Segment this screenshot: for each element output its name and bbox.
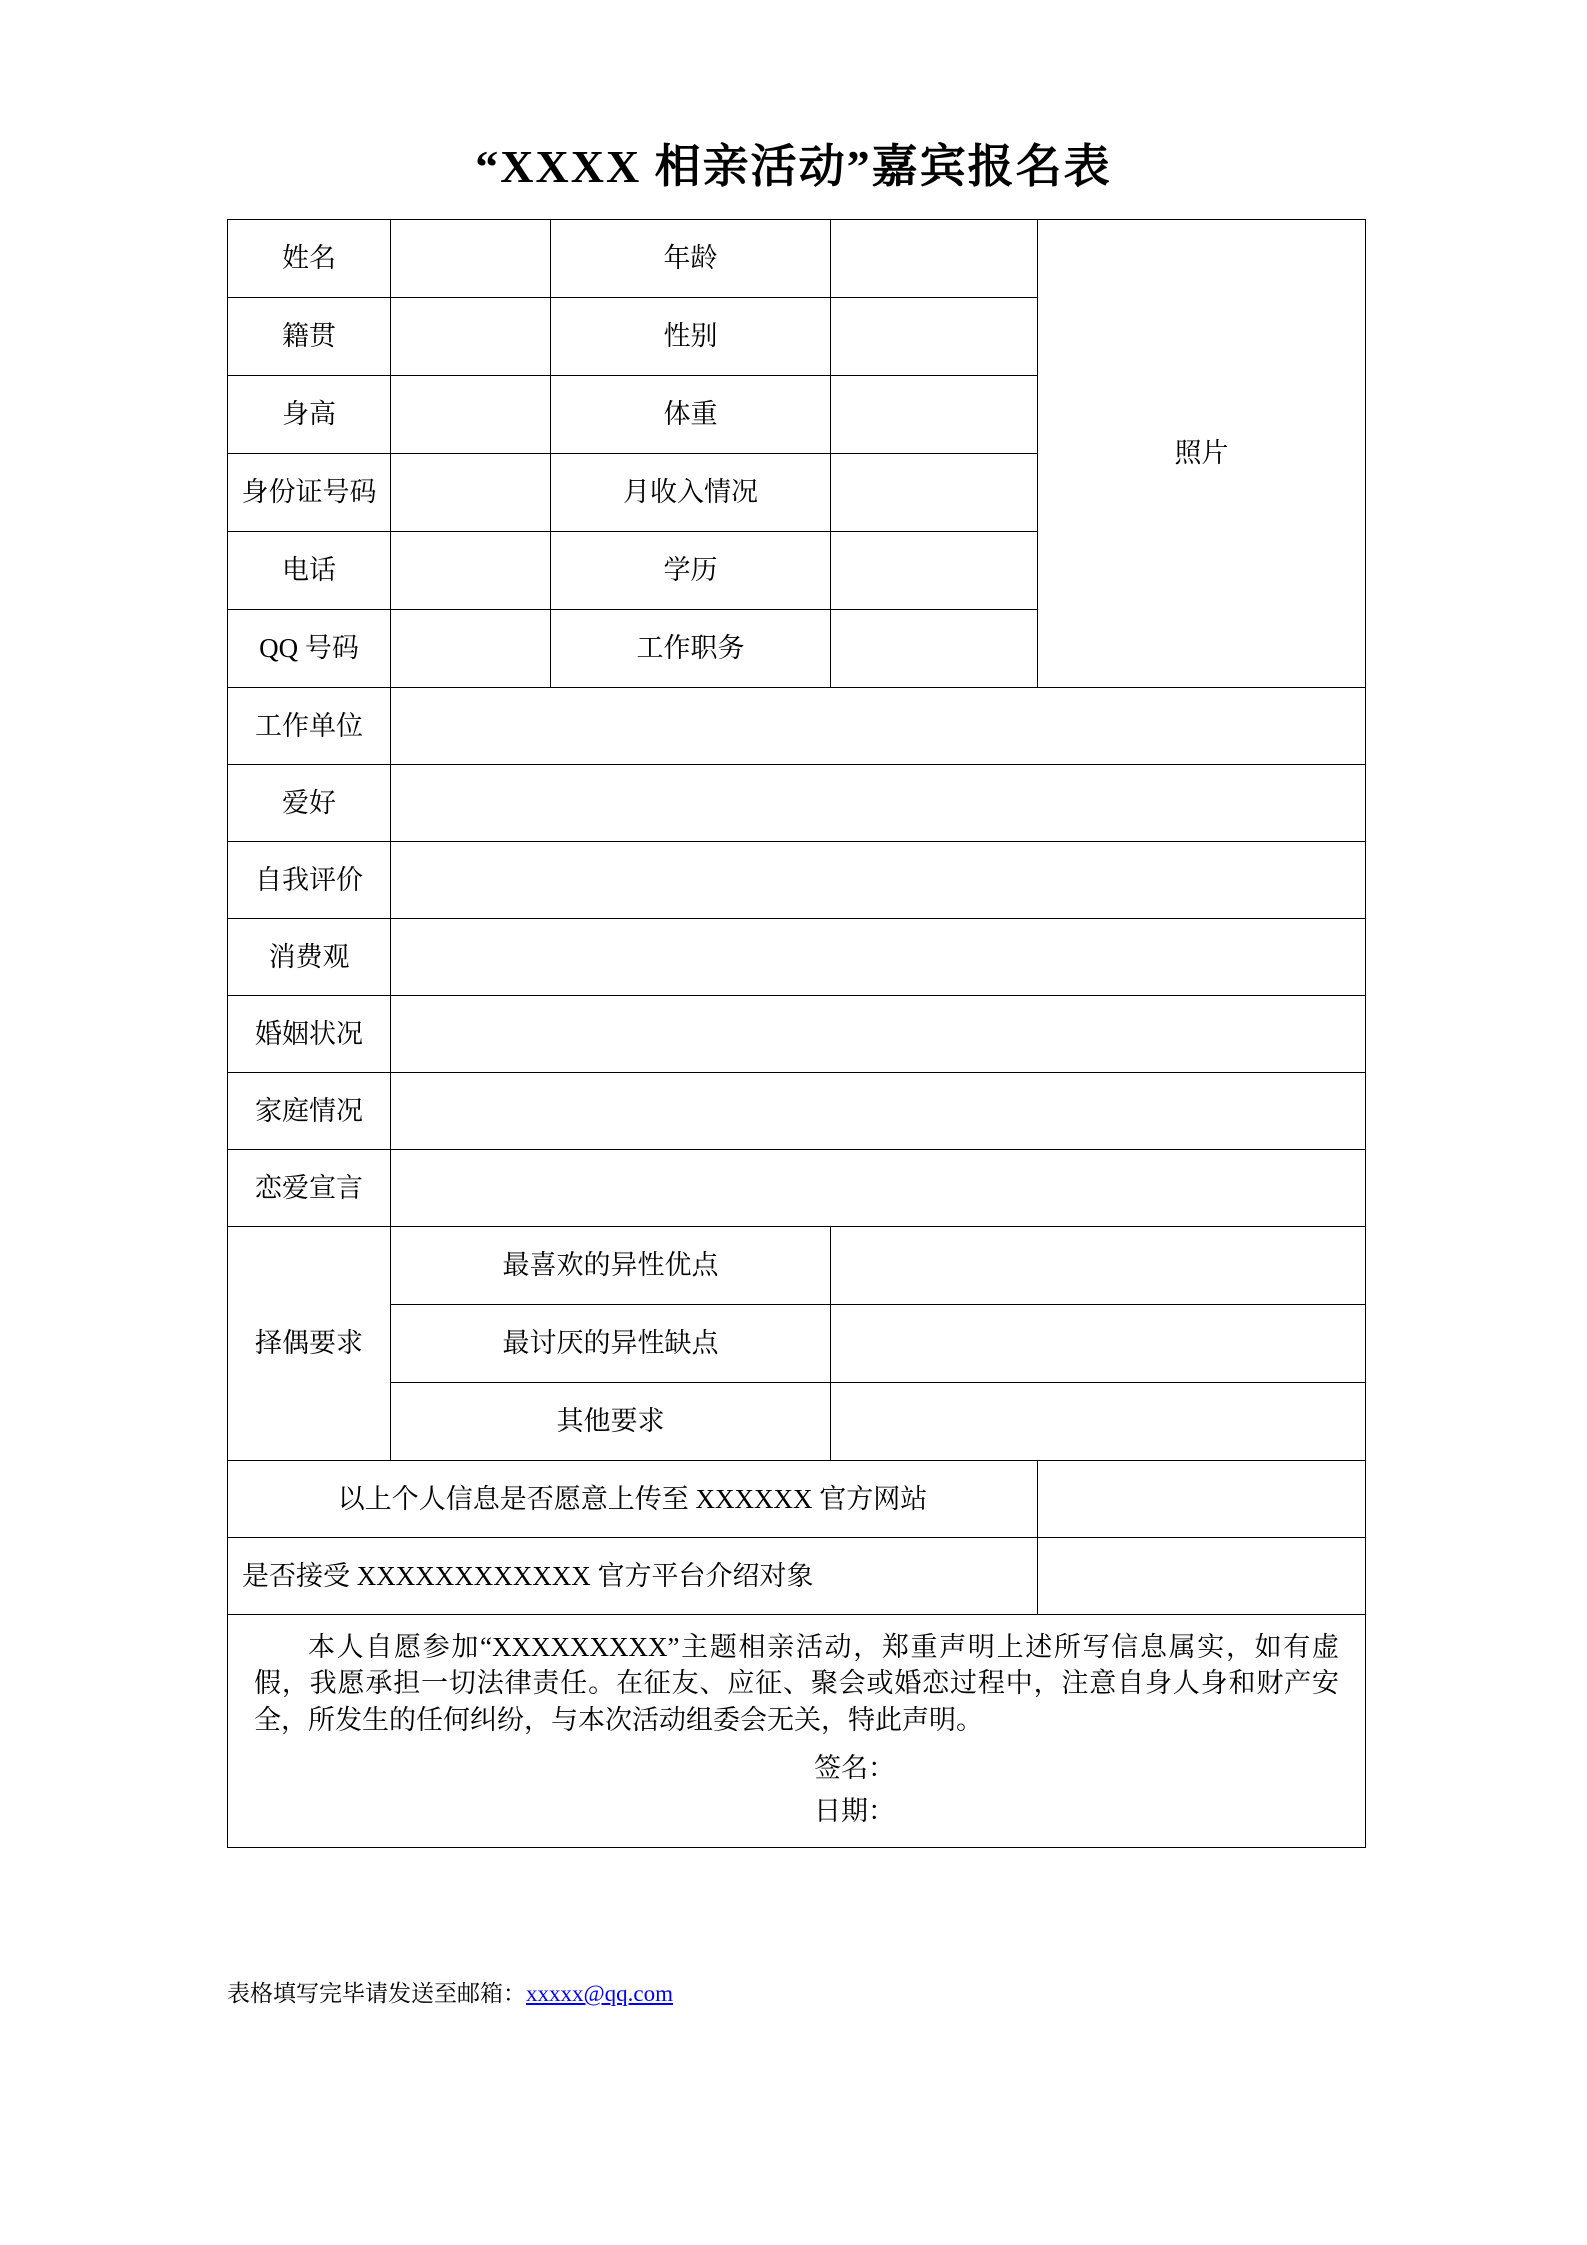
field-value-monthly-income[interactable] bbox=[831, 454, 1038, 532]
field-label-mate-requirements: 择偶要求 bbox=[228, 1227, 391, 1461]
field-label-favorite-trait: 最喜欢的异性优点 bbox=[391, 1227, 831, 1305]
table-row bbox=[228, 842, 1366, 919]
field-value-self-evaluation[interactable] bbox=[391, 842, 1366, 919]
field-value-age[interactable] bbox=[831, 220, 1038, 298]
declaration-cell bbox=[228, 1615, 1366, 1848]
field-value-marital-status[interactable] bbox=[391, 996, 1366, 1073]
field-value-id-number[interactable] bbox=[391, 454, 551, 532]
field-label-job-position: 工作职务 bbox=[551, 610, 831, 688]
field-label-love-declaration: 恋爱宣言 bbox=[228, 1150, 391, 1227]
field-label-name: 姓名 bbox=[228, 220, 391, 298]
field-value-spending-view[interactable] bbox=[391, 919, 1366, 996]
field-label-other-requirements: 其他要求 bbox=[391, 1383, 831, 1461]
field-value-weight[interactable] bbox=[831, 376, 1038, 454]
table-row bbox=[228, 1073, 1366, 1150]
field-label-spending-view: 消费观 bbox=[228, 919, 391, 996]
consent-answer-website-upload[interactable] bbox=[1038, 1461, 1366, 1538]
consent-question-platform-matching: 是否接受 XXXXXXXXXXXX 官方平台介绍对象 bbox=[228, 1538, 1038, 1615]
field-label-weight: 体重 bbox=[551, 376, 831, 454]
table-row bbox=[228, 220, 1366, 298]
consent-question-website-upload: 以上个人信息是否愿意上传至 XXXXXX 官方网站 bbox=[228, 1461, 1038, 1538]
field-value-height[interactable] bbox=[391, 376, 551, 454]
field-label-hobbies: 爱好 bbox=[228, 765, 391, 842]
field-value-hobbies[interactable] bbox=[391, 765, 1366, 842]
signature-label[interactable]: 签名： bbox=[814, 1753, 895, 1784]
field-value-employer[interactable] bbox=[391, 688, 1366, 765]
field-label-monthly-income: 月收入情况 bbox=[551, 454, 831, 532]
table-row bbox=[228, 996, 1366, 1073]
field-value-job-position[interactable] bbox=[831, 610, 1038, 688]
field-label-disliked-trait: 最讨厌的异性缺点 bbox=[391, 1305, 831, 1383]
field-value-hometown[interactable] bbox=[391, 298, 551, 376]
consent-answer-platform-matching[interactable] bbox=[1038, 1538, 1366, 1615]
table-row bbox=[228, 1227, 1366, 1305]
field-label-age: 年龄 bbox=[551, 220, 831, 298]
declaration-text: 本人自愿参加“XXXXXXXXX”主题相亲活动，郑重声明上述所写信息属实，如有虚假，我愿承担一切法律责任。在征友、应征、聚会或婚恋过程中，注意自身人身和财产安全，所发生的任何纠纷，与本次活动组委会无关，特此声明。 bbox=[254, 1632, 1339, 1735]
field-label-height: 身高 bbox=[228, 376, 391, 454]
field-value-family-situation[interactable] bbox=[391, 1073, 1366, 1150]
field-value-qq[interactable] bbox=[391, 610, 551, 688]
field-label-id-number: 身份证号码 bbox=[228, 454, 391, 532]
photo-placeholder[interactable]: 照片 bbox=[1038, 220, 1366, 688]
footer-note bbox=[227, 1975, 673, 2008]
field-label-hometown: 籍贯 bbox=[228, 298, 391, 376]
field-label-employer: 工作单位 bbox=[228, 688, 391, 765]
field-value-phone[interactable] bbox=[391, 532, 551, 610]
field-value-gender[interactable] bbox=[831, 298, 1038, 376]
table-row bbox=[228, 919, 1366, 996]
field-value-name[interactable] bbox=[391, 220, 551, 298]
submission-email-link[interactable]: xxxxx@qq.com bbox=[526, 1981, 674, 2006]
registration-form-table bbox=[227, 219, 1366, 1848]
field-value-favorite-trait[interactable] bbox=[831, 1227, 1366, 1305]
field-label-family-situation: 家庭情况 bbox=[228, 1073, 391, 1150]
field-value-other-requirements[interactable] bbox=[831, 1383, 1366, 1461]
table-row bbox=[228, 1461, 1366, 1538]
field-label-phone: 电话 bbox=[228, 532, 391, 610]
field-label-gender: 性别 bbox=[551, 298, 831, 376]
field-value-disliked-trait[interactable] bbox=[831, 1305, 1366, 1383]
field-label-qq: QQ 号码 bbox=[228, 610, 391, 688]
table-row bbox=[228, 765, 1366, 842]
field-label-self-evaluation: 自我评价 bbox=[228, 842, 391, 919]
field-label-education: 学历 bbox=[551, 532, 831, 610]
table-row bbox=[228, 1615, 1366, 1848]
table-row bbox=[228, 1150, 1366, 1227]
field-value-education[interactable] bbox=[831, 532, 1038, 610]
table-row bbox=[228, 688, 1366, 765]
date-label[interactable]: 日期： bbox=[814, 1795, 895, 1826]
field-label-marital-status: 婚姻状况 bbox=[228, 996, 391, 1073]
page-title: “XXXX 相亲活动”嘉宾报名表 bbox=[475, 141, 1112, 192]
table-row bbox=[228, 1383, 1366, 1461]
footer-note-text: 表格填写完毕请发送至邮箱： bbox=[227, 1981, 526, 2006]
field-value-love-declaration[interactable] bbox=[391, 1150, 1366, 1227]
table-row bbox=[228, 1305, 1366, 1383]
table-row bbox=[228, 1538, 1366, 1615]
